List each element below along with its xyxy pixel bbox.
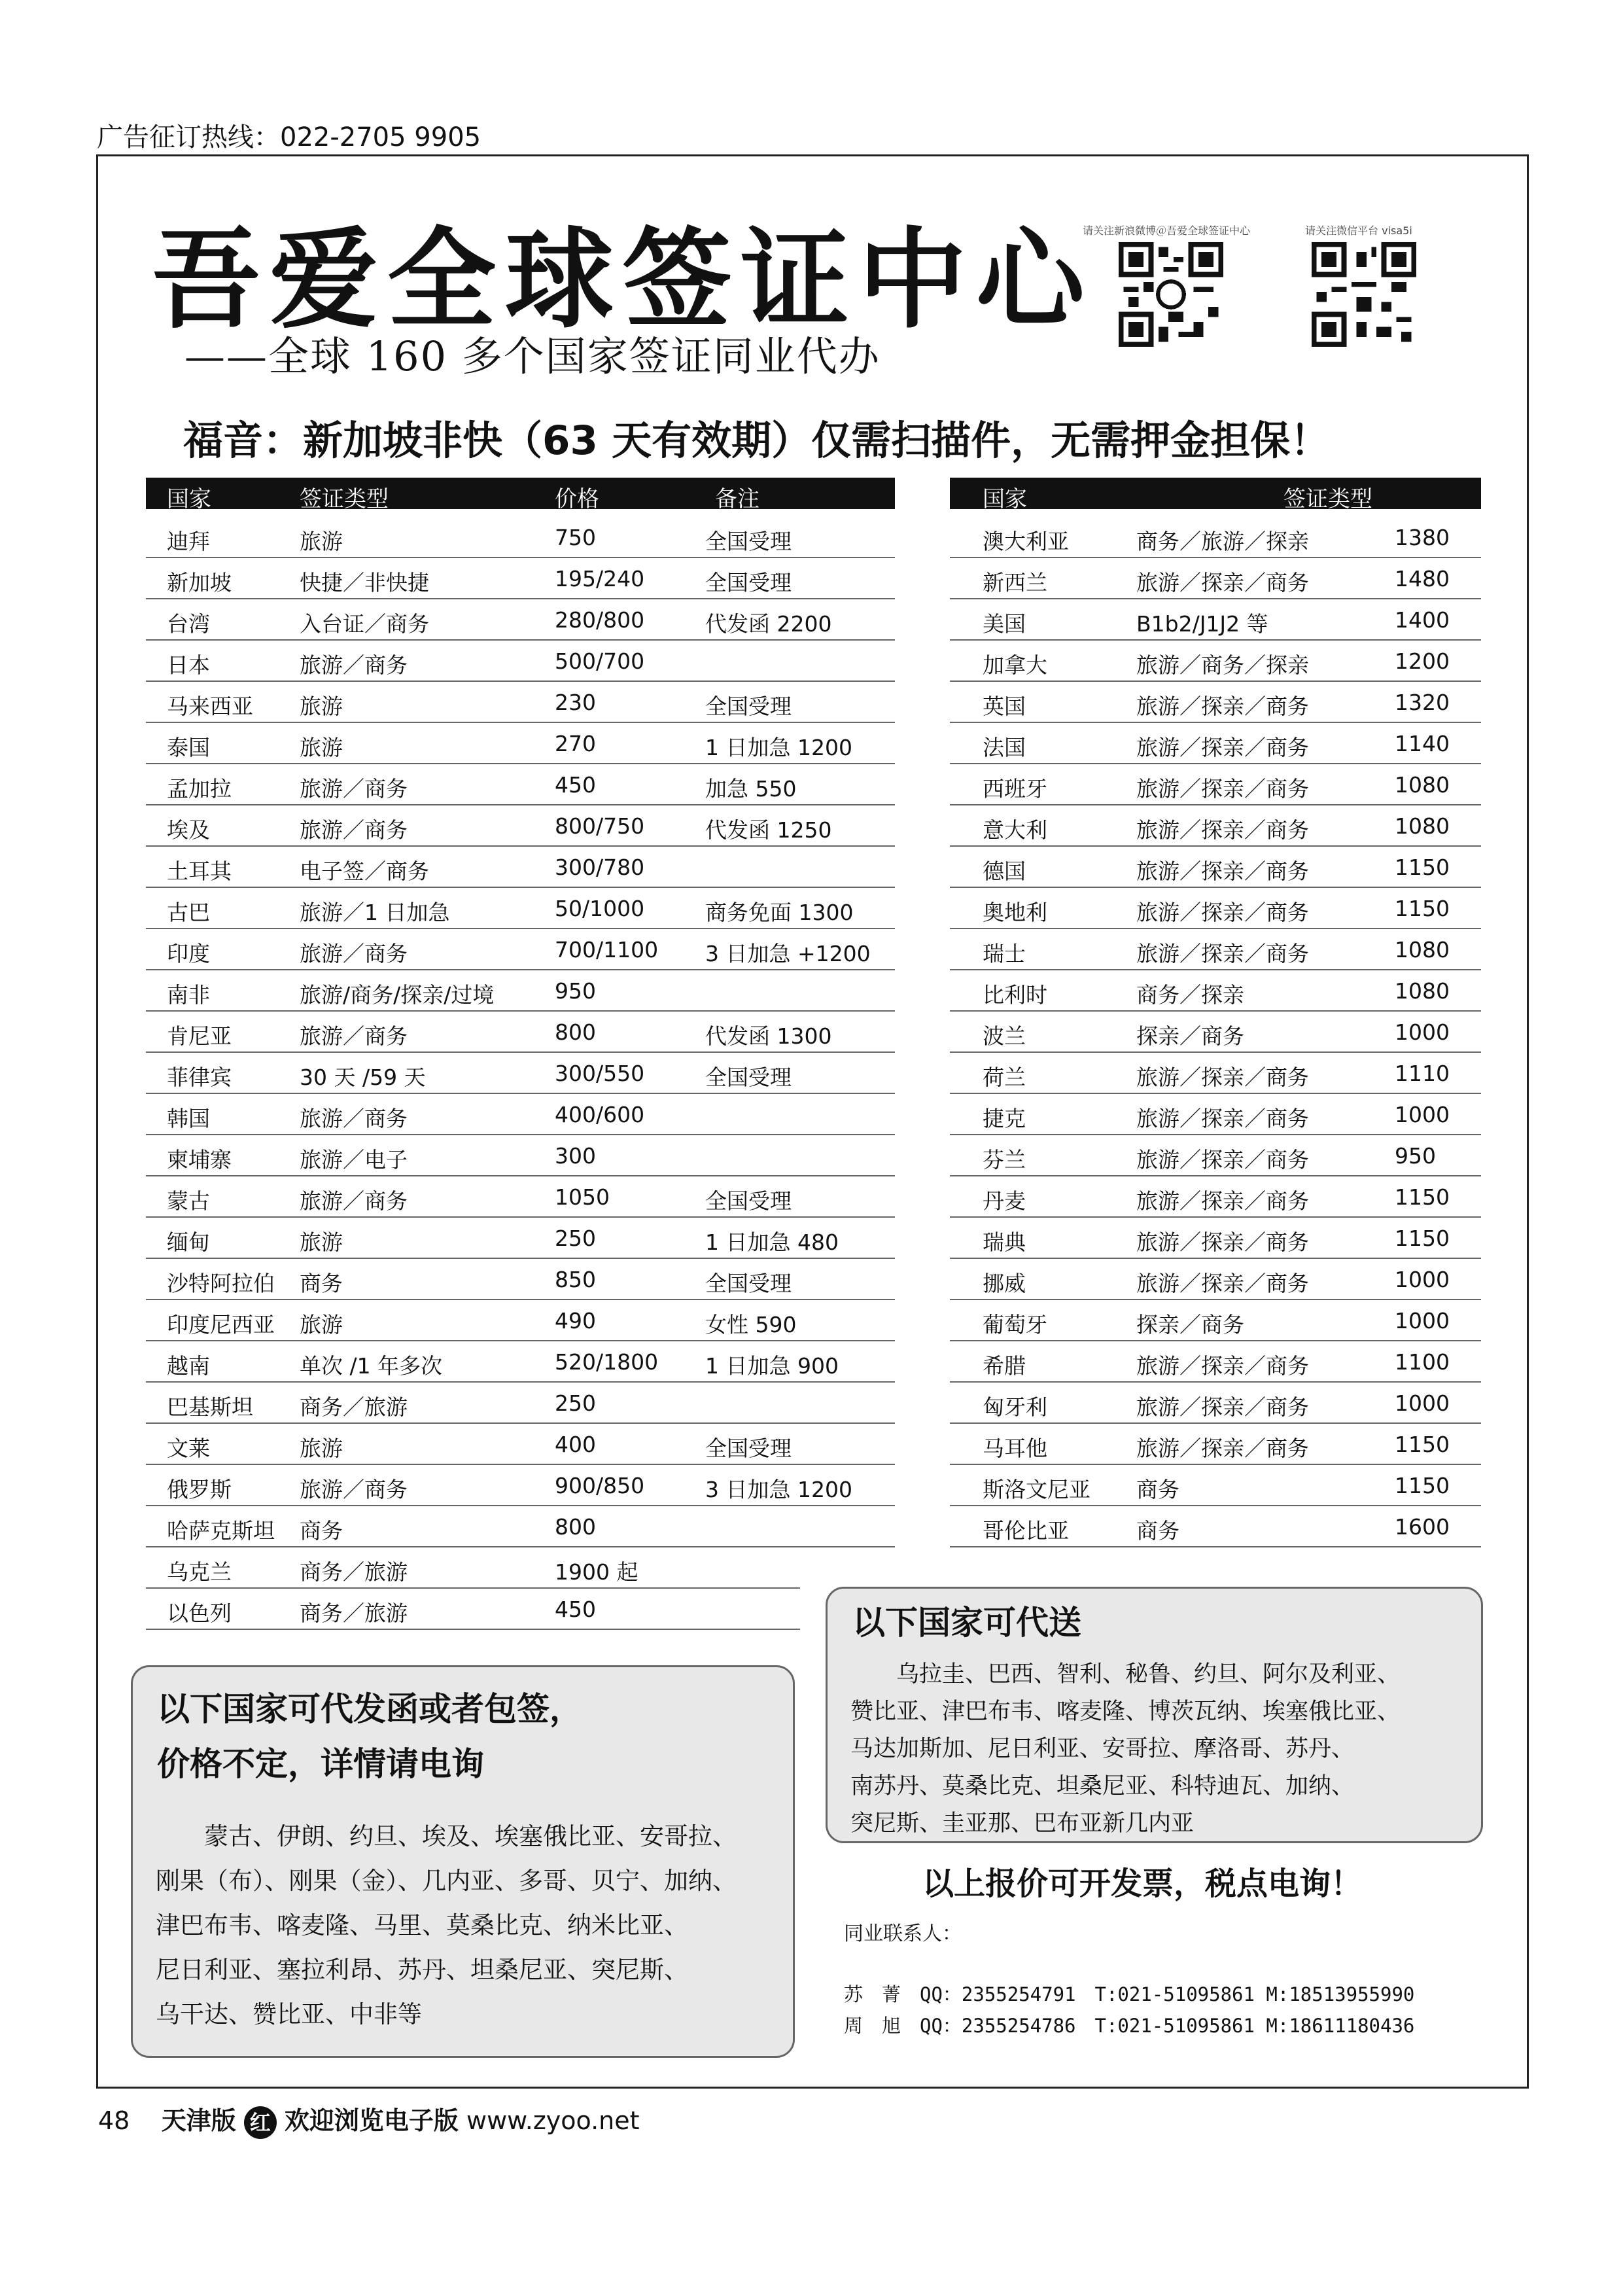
row-country: 南非	[167, 982, 210, 1008]
row-price: 1900 起	[555, 1559, 638, 1585]
row-visa-type: 旅游／商务	[300, 941, 408, 966]
row-country: 波兰	[983, 1023, 1026, 1049]
header-price: 价格	[555, 486, 599, 512]
row-visa-type: 旅游	[300, 735, 343, 760]
table-row	[146, 1094, 895, 1135]
row-country: 奥地利	[983, 900, 1047, 925]
slogan: 欢迎浏览电子版	[284, 2106, 459, 2135]
ad-hotline: 广告征订热线：022-2705 9905	[97, 122, 481, 152]
table-row	[950, 1135, 1481, 1176]
row-price: 280/800	[555, 607, 645, 633]
row-price: 1150	[1395, 1226, 1450, 1251]
row-country: 沙特阿拉伯	[167, 1271, 275, 1296]
row-country: 马来西亚	[167, 694, 253, 719]
table-row	[950, 1383, 1481, 1424]
row-price: 400/600	[555, 1102, 645, 1127]
delivery-line: 乌拉圭、巴西、智利、秘鲁、约旦、阿尔及利亚、	[850, 1661, 1401, 1687]
delivery-box-title: 以下国家可代送	[852, 1604, 1081, 1642]
row-visa-type: 商务／旅游／探亲	[1136, 529, 1309, 554]
row-visa-type: 旅游／探亲／商务	[1136, 1106, 1309, 1131]
table-row	[950, 929, 1481, 970]
table-row	[950, 805, 1481, 847]
row-country: 柬埔寨	[167, 1147, 232, 1173]
row-visa-type: 单次 /1 年多次	[300, 1353, 443, 1379]
row-price: 1480	[1395, 566, 1450, 592]
table-row	[950, 599, 1481, 641]
table-row	[146, 1506, 895, 1547]
sponsor-box-title-2: 价格不定，详情请电询	[157, 1745, 484, 1783]
row-note: 全国受理	[705, 529, 792, 554]
row-note: 商务免面 1300	[705, 900, 854, 925]
row-country: 丹麦	[983, 1188, 1026, 1214]
row-price: 490	[555, 1308, 596, 1333]
row-note: 女性 590	[705, 1312, 797, 1337]
row-country: 瑞士	[983, 941, 1026, 966]
sponsor-line: 津巴布韦、喀麦隆、马里、莫桑比克、纳米比亚、	[156, 1911, 688, 1939]
row-country: 匈牙利	[983, 1394, 1047, 1420]
row-price: 500/700	[555, 648, 645, 674]
row-price: 1100	[1395, 1349, 1450, 1375]
row-note: 代发函 2200	[705, 611, 832, 637]
row-visa-type: 旅游	[300, 1229, 343, 1255]
row-country: 美国	[983, 611, 1026, 637]
table-row	[146, 1259, 895, 1300]
table-row	[146, 888, 895, 929]
table-row	[950, 1300, 1481, 1341]
row-country: 德国	[983, 858, 1026, 884]
row-visa-type: 旅游／探亲／商务	[1136, 1271, 1309, 1296]
row-note: 代发函 1250	[705, 817, 832, 843]
table-row	[950, 723, 1481, 764]
row-note: 3 日加急 +1200	[705, 941, 871, 966]
table-row	[146, 764, 895, 805]
row-price: 1000	[1395, 1019, 1450, 1045]
row-visa-type: 商务	[300, 1271, 343, 1296]
row-visa-type: 旅游／1 日加急	[300, 900, 450, 925]
row-note: 全国受理	[705, 1188, 792, 1214]
row-price: 1600	[1395, 1514, 1450, 1540]
row-country: 乌克兰	[167, 1559, 232, 1585]
table-row	[950, 1259, 1481, 1300]
row-country: 挪威	[983, 1271, 1026, 1296]
table-row	[146, 1300, 895, 1341]
row-visa-type: 旅游／商务	[300, 1106, 408, 1131]
table-row	[146, 1424, 895, 1465]
row-country: 印度	[167, 941, 210, 966]
page-number: 48	[98, 2106, 130, 2135]
table-row	[950, 1465, 1481, 1506]
sponsor-line: 蒙古、伊朗、约旦、埃及、埃塞俄比亚、安哥拉、	[156, 1822, 737, 1850]
row-visa-type: 商务／旅游	[300, 1559, 408, 1585]
row-visa-type: 商务／旅游	[300, 1600, 408, 1626]
row-price: 230	[555, 690, 596, 715]
row-price: 1150	[1395, 1432, 1450, 1457]
row-price: 1050	[555, 1184, 610, 1210]
row-country: 比利时	[983, 982, 1047, 1008]
row-country: 哈萨克斯坦	[167, 1518, 275, 1544]
row-price: 900/850	[555, 1473, 645, 1498]
row-price: 1110	[1395, 1061, 1450, 1086]
row-note: 加急 550	[705, 776, 797, 802]
row-visa-type: 旅游	[300, 694, 343, 719]
table-row	[146, 723, 895, 764]
table-row	[146, 805, 895, 847]
table-row	[146, 1547, 800, 1589]
row-price: 400	[555, 1432, 596, 1457]
row-price: 450	[555, 1597, 596, 1622]
contact-zhou: 周 旭 QQ：2355254786 T:021-51095861 M:18611180436	[844, 2015, 1415, 2037]
table-row	[950, 1506, 1481, 1547]
table-row	[950, 1424, 1481, 1465]
hong-logo-icon: 红	[244, 2106, 277, 2139]
row-price: 195/240	[555, 566, 645, 592]
row-country: 法国	[983, 735, 1026, 760]
row-visa-type: 旅游／探亲／商务	[1136, 858, 1309, 884]
sponsor-letter-box	[131, 1665, 795, 2058]
contact-label: 同业联系人：	[844, 1922, 962, 1945]
row-price: 1140	[1395, 731, 1450, 756]
row-price: 300/550	[555, 1061, 645, 1086]
row-country: 澳大利亚	[983, 529, 1069, 554]
row-price: 750	[555, 525, 596, 550]
row-country: 以色列	[167, 1600, 232, 1626]
row-country: 文莱	[167, 1436, 210, 1461]
table-row	[950, 682, 1481, 723]
row-country: 台湾	[167, 611, 210, 637]
right-table-header	[950, 478, 1481, 512]
announcement: 福音：新加坡非快（63 天有效期）仅需扫描件，无需押金担保！	[183, 417, 1331, 464]
delivery-line: 赞比亚、津巴布韦、喀麦隆、博茨瓦纳、埃塞俄比亚、	[850, 1699, 1401, 1725]
row-visa-type: 旅游／探亲／商务	[1136, 1394, 1309, 1420]
row-price: 700/1100	[555, 937, 659, 963]
row-price: 950	[555, 978, 596, 1004]
row-country: 捷克	[983, 1106, 1026, 1131]
row-note: 全国受理	[705, 1271, 792, 1296]
row-note: 3 日加急 1200	[705, 1477, 852, 1502]
row-visa-type: 电子签／商务	[300, 858, 429, 884]
row-note: 全国受理	[705, 1065, 792, 1090]
row-country: 埃及	[167, 817, 210, 843]
row-country: 葡萄牙	[983, 1312, 1047, 1337]
row-price: 1200	[1395, 648, 1450, 674]
table-row	[950, 764, 1481, 805]
table-row	[146, 1135, 895, 1176]
row-visa-type: 旅游／商务／探亲	[1136, 652, 1309, 678]
row-price: 1000	[1395, 1308, 1450, 1333]
row-visa-type: 旅游／商务	[300, 1023, 408, 1049]
row-country: 新加坡	[167, 570, 232, 595]
table-row	[146, 641, 895, 682]
row-price: 850	[555, 1267, 596, 1292]
row-visa-type: 旅游／探亲／商务	[1136, 735, 1309, 760]
row-price: 1080	[1395, 978, 1450, 1004]
row-price: 250	[555, 1390, 596, 1416]
row-visa-type: 30 天 /59 天	[300, 1065, 426, 1090]
row-country: 加拿大	[983, 652, 1047, 678]
row-visa-type: 旅游／探亲／商务	[1136, 776, 1309, 802]
table-row	[146, 1012, 895, 1053]
row-visa-type: 旅游	[300, 1312, 343, 1337]
website-link[interactable]: www.zyoo.net	[466, 2106, 640, 2135]
row-visa-type: 探亲／商务	[1136, 1023, 1244, 1049]
row-price: 1080	[1395, 937, 1450, 963]
row-country: 荷兰	[983, 1065, 1026, 1090]
table-row	[146, 517, 895, 558]
row-note: 1 日加急 480	[705, 1229, 839, 1255]
row-visa-type: 旅游／探亲／商务	[1136, 817, 1309, 843]
row-price: 250	[555, 1226, 596, 1251]
row-price: 1080	[1395, 772, 1450, 798]
row-visa-type: 入台证／商务	[300, 611, 429, 637]
row-note: 全国受理	[705, 694, 792, 719]
row-visa-type: 旅游／商务	[300, 817, 408, 843]
row-visa-type: 旅游／探亲／商务	[1136, 1353, 1309, 1379]
table-row	[146, 1053, 895, 1094]
table-row	[950, 558, 1481, 599]
page-title: 吾爱全球签证中心	[152, 216, 1094, 344]
row-country: 泰国	[167, 735, 210, 760]
row-price: 1320	[1395, 690, 1450, 715]
table-row	[146, 1341, 895, 1383]
row-country: 缅甸	[167, 1229, 210, 1255]
row-visa-type: 旅游	[300, 1436, 343, 1461]
delivery-box-text	[850, 1656, 1400, 1843]
row-visa-type: 商务／探亲	[1136, 982, 1244, 1008]
row-visa-type: 快捷／非快捷	[300, 570, 429, 595]
row-price: 50/1000	[555, 896, 645, 921]
left-table-header	[146, 478, 895, 512]
row-visa-type: 商务	[1136, 1518, 1179, 1544]
row-price: 1150	[1395, 1184, 1450, 1210]
row-visa-type: 旅游	[300, 529, 343, 554]
row-country: 越南	[167, 1353, 210, 1379]
row-price: 950	[1395, 1143, 1436, 1169]
row-country: 马耳他	[983, 1436, 1047, 1461]
row-country: 土耳其	[167, 858, 232, 884]
row-country: 俄罗斯	[167, 1477, 232, 1502]
sponsor-line: 尼日利亚、塞拉利昂、苏丹、坦桑尼亚、突尼斯、	[156, 1956, 688, 1984]
row-visa-type: B1b2/J1J2 等	[1136, 611, 1268, 637]
delivery-line: 突尼斯、圭亚那、巴布亚新几内亚	[850, 1810, 1195, 1837]
table-row	[146, 599, 895, 641]
row-visa-type: 旅游／探亲／商务	[1136, 941, 1309, 966]
row-price: 1000	[1395, 1102, 1450, 1127]
table-row	[950, 641, 1481, 682]
table-row	[146, 1383, 895, 1424]
table-row	[146, 558, 895, 599]
row-visa-type: 旅游／探亲／商务	[1136, 1229, 1309, 1255]
table-row	[950, 1094, 1481, 1135]
row-price: 1000	[1395, 1267, 1450, 1292]
table-row	[146, 847, 895, 888]
row-country: 哥伦比亚	[983, 1518, 1069, 1544]
row-country: 意大利	[983, 817, 1047, 843]
table-row	[950, 1053, 1481, 1094]
table-row	[950, 1218, 1481, 1259]
delivery-line: 南苏丹、莫桑比克、坦桑尼亚、科特迪瓦、加纳、	[850, 1773, 1355, 1799]
table-row	[950, 847, 1481, 888]
row-price: 520/1800	[555, 1349, 659, 1375]
row-country: 印度尼西亚	[167, 1312, 275, 1337]
weibo-caption: 请关注新浪微博＠吾爱全球签证中心	[1083, 224, 1251, 237]
row-visa-type: 旅游／探亲／商务	[1136, 694, 1309, 719]
row-visa-type: 旅游／商务	[300, 776, 408, 802]
footer	[98, 2100, 640, 2139]
row-visa-type: 旅游／商务	[300, 1188, 408, 1214]
row-country: 瑞典	[983, 1229, 1026, 1255]
table-row	[146, 1465, 895, 1506]
row-country: 斯洛文尼亚	[983, 1477, 1091, 1502]
row-visa-type: 旅游／探亲／商务	[1136, 1147, 1309, 1173]
row-country: 西班牙	[983, 776, 1047, 802]
row-price: 450	[555, 772, 596, 798]
table-row	[146, 970, 895, 1012]
row-visa-type: 旅游／电子	[300, 1147, 408, 1173]
weibo-qr-icon[interactable]	[1119, 242, 1223, 347]
table-row	[950, 517, 1481, 558]
row-country: 肯尼亚	[167, 1023, 232, 1049]
row-note: 全国受理	[705, 1436, 792, 1461]
row-visa-type: 商务	[300, 1518, 343, 1544]
sponsor-box-text	[156, 1814, 737, 2037]
table-row	[950, 1341, 1481, 1383]
row-price: 1400	[1395, 607, 1450, 633]
row-note: 代发函 1300	[705, 1023, 832, 1049]
row-country: 希腊	[983, 1353, 1026, 1379]
row-price: 1150	[1395, 855, 1450, 880]
row-price: 1150	[1395, 896, 1450, 921]
row-visa-type: 旅游/商务/探亲/过境	[300, 982, 495, 1008]
row-price: 1380	[1395, 525, 1450, 550]
table-row	[950, 1012, 1481, 1053]
row-country: 菲律宾	[167, 1065, 232, 1090]
subtitle: ——全球 160 多个国家签证同业代办	[184, 332, 881, 380]
wechat-qr-icon[interactable]	[1312, 242, 1416, 347]
row-price: 1080	[1395, 813, 1450, 839]
contact-su: 苏 菁 QQ：2355254791 T:021-51095861 M:18513955990	[844, 1983, 1415, 2005]
row-country: 孟加拉	[167, 776, 232, 802]
delivery-line: 马达加斯加、尼日利亚、安哥拉、摩洛哥、苏丹、	[850, 1736, 1355, 1762]
row-note: 全国受理	[705, 570, 792, 595]
table-row	[146, 1589, 800, 1630]
row-visa-type: 商务／旅游	[300, 1394, 408, 1420]
row-visa-type: 旅游／商务	[300, 1477, 408, 1502]
header-country-right: 国家	[983, 486, 1027, 512]
row-price: 1000	[1395, 1390, 1450, 1416]
row-visa-type: 旅游／探亲／商务	[1136, 900, 1309, 925]
header-visa-type-right: 签证类型	[1283, 486, 1372, 512]
row-country: 英国	[983, 694, 1026, 719]
row-price: 800/750	[555, 813, 645, 839]
row-country: 古巴	[167, 900, 210, 925]
row-visa-type: 商务	[1136, 1477, 1179, 1502]
invoice-note: 以上报价可开发票，税点电询！	[922, 1865, 1363, 1902]
row-note: 1 日加急 1200	[705, 735, 852, 760]
row-visa-type: 探亲／商务	[1136, 1312, 1244, 1337]
row-country: 韩国	[167, 1106, 210, 1131]
row-country: 蒙古	[167, 1188, 210, 1214]
table-row	[950, 888, 1481, 929]
table-row	[146, 1176, 895, 1218]
table-row	[950, 1176, 1481, 1218]
row-price: 300	[555, 1143, 596, 1169]
sponsor-line: 乌干达、赞比亚、中非等	[156, 2000, 422, 2028]
row-country: 新西兰	[983, 570, 1047, 595]
row-country: 巴基斯坦	[167, 1394, 253, 1420]
wechat-caption: 请关注微信平台 visa5i	[1305, 224, 1412, 237]
row-visa-type: 旅游／商务	[300, 652, 408, 678]
header-country: 国家	[167, 486, 211, 512]
row-note: 1 日加急 900	[705, 1353, 839, 1379]
edition-label: 天津版	[161, 2106, 236, 2135]
header-visa-type: 签证类型	[300, 486, 389, 512]
row-price: 300/780	[555, 855, 645, 880]
sponsor-line: 刚果（布）、刚果（金）、几内亚、多哥、贝宁、加纳、	[156, 1867, 737, 1895]
row-price: 270	[555, 731, 596, 756]
sponsor-box-title-1: 以下国家可代发函或者包签，	[157, 1690, 582, 1728]
row-price: 800	[555, 1514, 596, 1540]
row-visa-type: 旅游／探亲／商务	[1136, 1065, 1309, 1090]
row-price: 800	[555, 1019, 596, 1045]
table-row	[950, 970, 1481, 1012]
table-row	[146, 929, 895, 970]
table-row	[146, 682, 895, 723]
header-note: 备注	[715, 486, 759, 512]
row-visa-type: 旅游／探亲／商务	[1136, 1188, 1309, 1214]
row-country: 日本	[167, 652, 210, 678]
table-row	[146, 1218, 895, 1259]
row-visa-type: 旅游／探亲／商务	[1136, 570, 1309, 595]
delivery-box	[826, 1587, 1483, 1843]
row-country: 迪拜	[167, 529, 210, 554]
row-country: 芬兰	[983, 1147, 1026, 1173]
row-price: 1150	[1395, 1473, 1450, 1498]
row-visa-type: 旅游／探亲／商务	[1136, 1436, 1309, 1461]
